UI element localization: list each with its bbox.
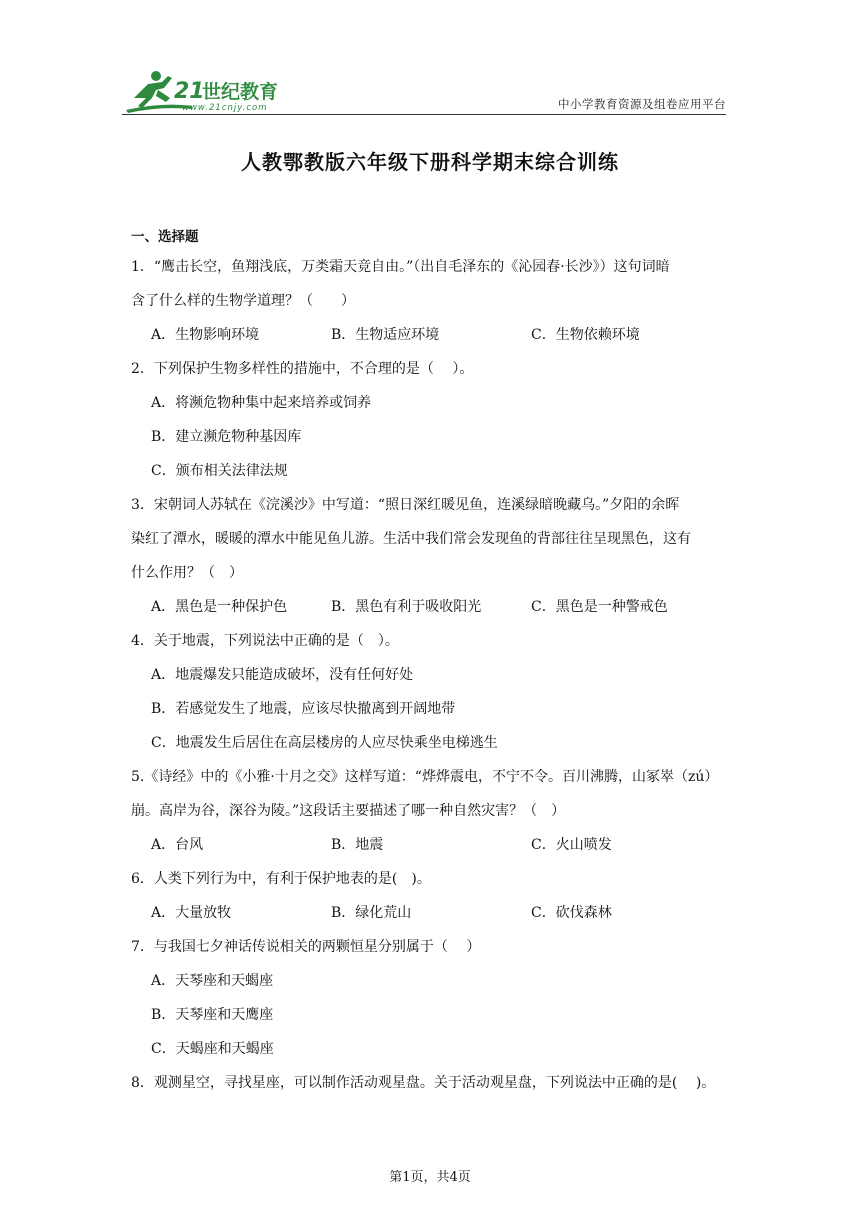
option-b: B．若感觉发生了地震，应该尽快撤离到开阔地带 (151, 701, 456, 717)
question-8 (131, 1066, 731, 1100)
question-text: 4．关于地震，下列说法中正确的是（ ）。 (131, 633, 399, 649)
svg-text:21: 21 (174, 79, 205, 104)
option-c: C．火山喷发 (531, 837, 612, 853)
question-list (131, 224, 731, 1100)
option-b: B．建立濒危物种基因库 (151, 429, 302, 445)
options-row (131, 318, 731, 352)
platform-name: 中小学教育资源及组卷应用平台 (558, 97, 726, 111)
question-text: 5.《诗经》中的《小雅·十月之交》这样写道：“烨烨震电，不宁不令。百川沸腾，山冢崒（zú） (131, 769, 719, 785)
svg-text:www.21cnjy.com: www.21cnjy.com (182, 103, 268, 113)
option-b: B．地震 (331, 837, 384, 853)
option-c: C．黑色是一种警戒色 (531, 599, 668, 615)
question-text: 3．宋朝词人苏轼在《浣溪沙》中写道：“照日深红暖见鱼，连溪绿暗晚藏乌。”夕阳的余晖 (131, 497, 680, 513)
question-6 (131, 862, 731, 896)
question-7 (131, 930, 731, 964)
option-a: A．将濒危物种集中起来培养或饲养 (151, 395, 372, 411)
option-a: A．黑色是一种保护色 (151, 599, 288, 615)
header-divider (122, 114, 726, 115)
question-text: 7．与我国七夕神话传说相关的两颗恒星分别属于（ ） (131, 939, 481, 955)
option-c: C．砍伐森林 (531, 905, 612, 921)
options-row (131, 828, 731, 862)
option-a: A．大量放牧 (151, 905, 232, 921)
page-number: 第1页，共4页 (389, 1170, 471, 1185)
question-text: 什么作用？（ ） (131, 565, 243, 581)
option-b: B．绿化荒山 (331, 905, 412, 921)
question-5 (131, 760, 731, 828)
question-1 (131, 250, 731, 318)
option-a: A．地震爆发只能造成破坏，没有任何好处 (151, 667, 414, 683)
question-text: 1．“鹰击长空，鱼翔浅底，万类霜天竞自由。”（出自毛泽东的《沁园春·长沙》）这句词暗 (131, 259, 670, 275)
svg-text:世纪教育: 世纪教育 (202, 81, 279, 103)
option-a: A．台风 (151, 837, 204, 853)
option-c: C．颁布相关法律法规 (151, 463, 288, 479)
options-row (131, 590, 731, 624)
options-row (131, 896, 731, 930)
question-text: 崩。高岸为谷，深谷为陵。”这段话主要描述了哪一种自然灾害？（ ） (131, 803, 566, 819)
question-text: 染红了潭水，暖暖的潭水中能见鱼儿游。生活中我们常会发现鱼的背部往往呈现黑色，这有 (131, 531, 691, 547)
question-4 (131, 624, 731, 658)
option-c: C．天蝎座和天蝎座 (151, 1041, 274, 1057)
question-text: 8．观测星空，寻找星座，可以制作活动观星盘。关于活动观星盘，下列说法中正确的是( )。 (131, 1075, 716, 1091)
question-text: 2．下列保护生物多样性的措施中，不合理的是（ ）。 (131, 361, 474, 377)
option-b: B．生物适应环境 (331, 327, 440, 343)
option-c: C．地震发生后居住在高层楼房的人应尽快乘坐电梯逃生 (151, 735, 498, 751)
question-2 (131, 352, 731, 386)
question-text: 6．人类下列行为中，有利于保护地表的是( )。 (131, 871, 431, 887)
page-title: 人教鄂教版六年级下册科学期末综合训练 (241, 150, 619, 174)
option-c: C．生物依赖环境 (531, 327, 640, 343)
section-title: 一、选择题 (131, 229, 199, 245)
option-b: B．天琴座和天鹰座 (151, 1007, 274, 1023)
question-text: 含了什么样的生物学道理？（ ） (131, 293, 355, 309)
option-a: A．生物影响环境 (151, 327, 260, 343)
page-header (122, 66, 726, 116)
option-a: A．天琴座和天蝎座 (151, 973, 274, 989)
option-b: B．黑色有利于吸收阳光 (331, 599, 482, 615)
question-3 (131, 488, 731, 590)
logo-21cnjy (122, 68, 292, 114)
